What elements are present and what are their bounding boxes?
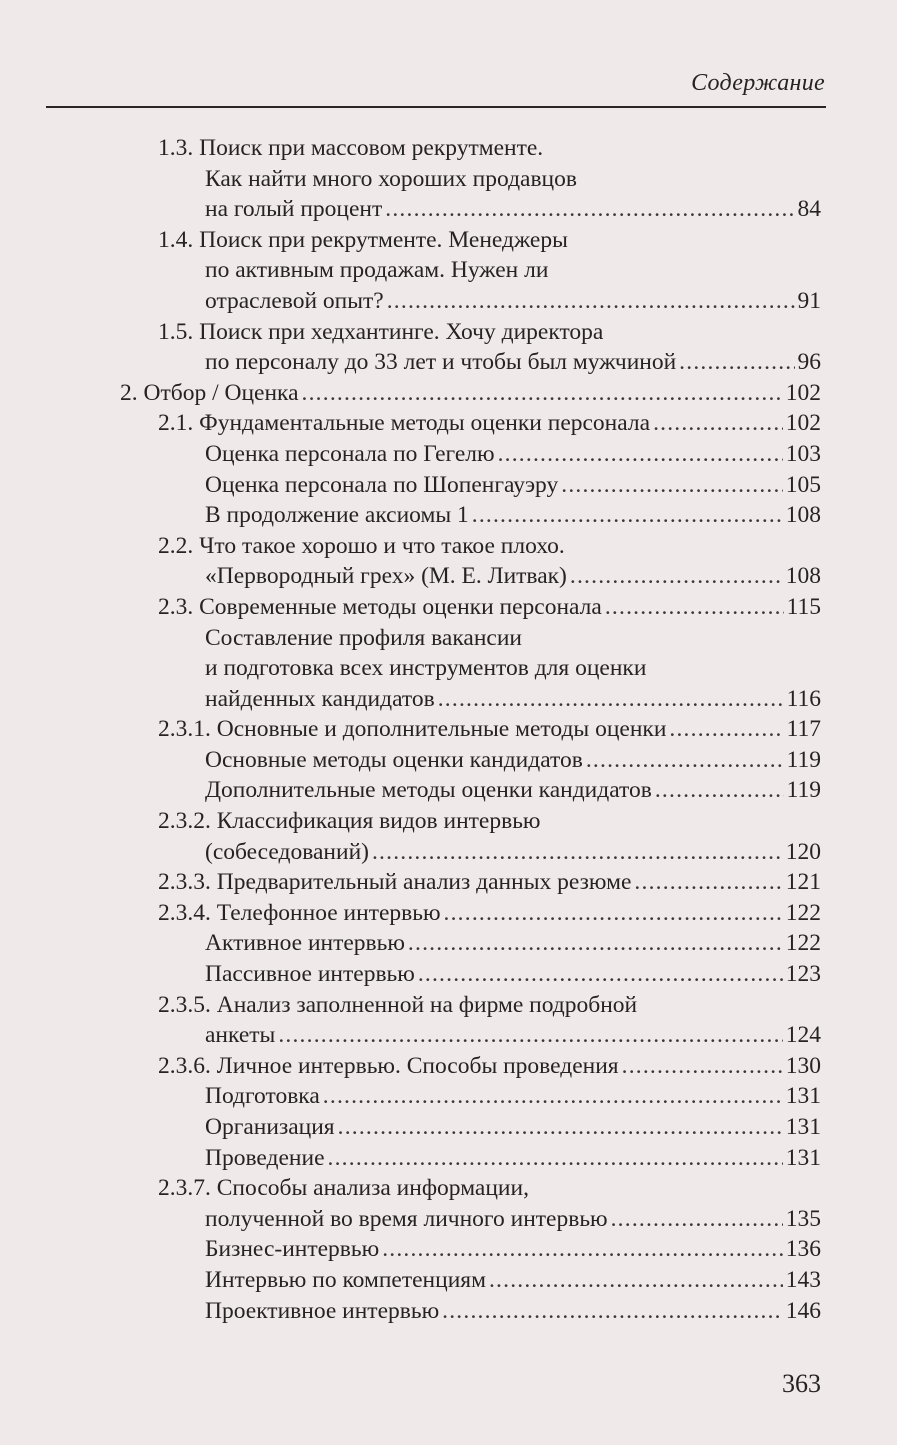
toc-entry-title: найденных кандидатов (205, 685, 435, 712)
toc-entry (0, 775, 897, 806)
dot-leader (442, 1296, 783, 1327)
toc-entry (0, 133, 897, 225)
toc-entry-title: на голый процент (205, 196, 383, 223)
dot-leader (278, 1020, 782, 1051)
toc-entry-page: 108 (785, 502, 821, 529)
toc-entry (0, 745, 897, 776)
dot-leader (323, 1081, 783, 1112)
toc-entry-page: 91 (797, 287, 821, 314)
toc-entry-page: 102 (785, 379, 821, 406)
toc-entry (0, 714, 897, 745)
toc-entry-title: Дополнительные методы оценки кандидатов (205, 777, 652, 804)
toc-entry-page: 124 (785, 1022, 821, 1049)
toc-entry-page: 120 (785, 838, 821, 865)
toc-entry-title: полученной во время личного интервью (205, 1205, 608, 1232)
toc-entry-title: отраслевой опыт? (205, 287, 384, 314)
dot-leader (655, 775, 784, 806)
toc-entry-title: 2. Отбор / Оценка (120, 379, 299, 406)
toc-entry (0, 867, 897, 898)
toc-entry-title: Составление профиля вакансии (205, 624, 522, 651)
toc-entry-page: 119 (786, 777, 821, 804)
dot-leader (328, 1143, 783, 1174)
toc-entry-title: Интервью по компетенциям (205, 1266, 486, 1293)
toc-entry (0, 225, 897, 317)
toc-entry-page: 117 (786, 716, 821, 743)
toc-entry (0, 1234, 897, 1265)
toc-entry-page: 146 (785, 1297, 821, 1324)
toc-entry-page: 136 (785, 1236, 821, 1263)
toc-entry-page: 105 (785, 471, 821, 498)
toc-entry-page: 84 (797, 196, 821, 223)
toc-entry (0, 990, 897, 1051)
dot-leader (418, 959, 783, 990)
toc-entry (0, 1143, 897, 1174)
toc-entry-page: 115 (786, 593, 821, 620)
dot-leader (679, 347, 794, 378)
toc-entry-title: 2.3.3. Предварительный анализ данных резюме (158, 869, 632, 896)
toc-entry (0, 317, 897, 378)
toc-entry-page: 96 (797, 349, 821, 376)
table-of-contents (0, 133, 897, 1326)
dot-leader (561, 470, 783, 501)
toc-entry-page: 122 (785, 899, 821, 926)
toc-entry-page: 143 (785, 1266, 821, 1293)
toc-entry-page: 116 (786, 685, 821, 712)
toc-entry (0, 959, 897, 990)
toc-entry-page: 108 (785, 563, 821, 590)
toc-entry-page: 135 (785, 1205, 821, 1232)
toc-entry-title: 2.3.7. Способы анализа информации, (158, 1175, 529, 1202)
toc-entry-title: Оценка персонала по Гегелю (205, 440, 495, 467)
toc-entry (0, 500, 897, 531)
toc-entry-title: Пассивное интервью (205, 961, 415, 988)
header-rule (46, 106, 826, 108)
toc-entry (0, 592, 897, 623)
toc-entry (0, 378, 897, 409)
toc-entry-page: 119 (786, 746, 821, 773)
dot-leader (338, 1112, 783, 1143)
page-number: 363 (782, 1369, 821, 1398)
running-head: Содержание (691, 70, 825, 96)
dot-leader (611, 1204, 783, 1235)
toc-entry-title: 2.3.1. Основные и дополнительные методы оценки (158, 716, 667, 743)
toc-entry (0, 623, 897, 715)
toc-entry-title: Оценка персонала по Шопенгауэру (205, 471, 559, 498)
toc-entry-page: 103 (785, 440, 821, 467)
toc-entry-title: (собеседований) (205, 838, 369, 865)
toc-entry (0, 408, 897, 439)
toc-entry-title: 2.3. Современные методы оценки персонала (158, 593, 602, 620)
toc-entry (0, 1081, 897, 1112)
toc-entry-page: 122 (785, 930, 821, 957)
toc-entry (0, 1173, 897, 1234)
toc-entry-title: 2.2. Что такое хорошо и что такое плохо. (158, 532, 565, 559)
toc-entry (0, 470, 897, 501)
toc-entry (0, 1112, 897, 1143)
toc-entry-title: 2.3.5. Анализ заполненной на фирме подробной (158, 991, 638, 1018)
toc-entry (0, 898, 897, 929)
toc-entry-title: 2.1. Фундаментальные методы оценки персонала (158, 410, 651, 437)
toc-entry-page: 131 (785, 1114, 821, 1140)
toc-entry-title: Проведение (205, 1144, 325, 1171)
toc-entry-title: Организация (205, 1114, 335, 1140)
toc-entry-title: 2.3.4. Телефонное интервью (158, 899, 441, 926)
dot-leader (669, 714, 783, 745)
dot-leader (622, 1051, 783, 1082)
dot-leader (605, 592, 784, 623)
toc-entry-title: 2.3.6. Личное интервью. Способы проведения (158, 1052, 619, 1079)
dot-leader (570, 561, 783, 592)
dot-leader (472, 500, 783, 531)
toc-entry (0, 928, 897, 959)
toc-entry-title: 1.5. Поиск при хедхантинге. Хочу директора (158, 318, 604, 345)
toc-entry-title: Как найти много хороших продавцов (205, 165, 577, 192)
toc-entry-title: 1.4. Поиск при рекрутменте. Менеджеры (158, 226, 568, 253)
dot-leader (498, 439, 783, 470)
dot-leader (372, 837, 783, 868)
toc-entry-title: В продолжение аксиомы 1 (205, 502, 469, 529)
dot-leader (382, 1234, 783, 1265)
toc-entry-title: Подготовка (205, 1083, 320, 1110)
dot-leader (385, 194, 794, 225)
toc-entry (0, 439, 897, 470)
dot-leader (586, 745, 784, 776)
toc-entry-title: 2.3.2. Классификация видов интервью (158, 808, 541, 835)
toc-entry-title: по активным продажам. Нужен ли (205, 257, 549, 284)
toc-entry-page: 123 (785, 961, 821, 988)
toc-entry (0, 531, 897, 592)
toc-entry-title: Активное интервью (205, 930, 405, 957)
toc-entry-title: по персоналу до 33 лет и чтобы был мужчиной (205, 349, 677, 376)
toc-entry-title: и подготовка всех инструментов для оценки (205, 655, 647, 682)
toc-entry (0, 1051, 897, 1082)
toc-entry-page: 121 (785, 869, 821, 896)
dot-leader (387, 286, 795, 317)
toc-entry-page: 102 (785, 410, 821, 437)
dot-leader (489, 1265, 783, 1296)
toc-entry-page: 130 (785, 1052, 821, 1079)
dot-leader (408, 928, 783, 959)
toc-entry (0, 1296, 897, 1327)
dot-leader (634, 867, 782, 898)
dot-leader (444, 898, 783, 929)
toc-entry-title: Основные методы оценки кандидатов (205, 746, 583, 773)
toc-entry-title: Бизнес-интервью (205, 1236, 380, 1263)
toc-entry (0, 1265, 897, 1296)
dot-leader (302, 378, 783, 409)
toc-entry-title: анкеты (205, 1022, 276, 1049)
toc-entry-page: 131 (785, 1083, 821, 1110)
toc-entry-title: Проективное интервью (205, 1297, 440, 1324)
toc-entry-title: 1.3. Поиск при массовом рекрутменте. (158, 135, 544, 161)
toc-entry-title: «Первородный грех» (М. Е. Литвак) (205, 563, 567, 590)
dot-leader (438, 684, 784, 715)
toc-entry-page: 131 (785, 1144, 821, 1171)
dot-leader (653, 408, 783, 439)
toc-entry (0, 806, 897, 867)
